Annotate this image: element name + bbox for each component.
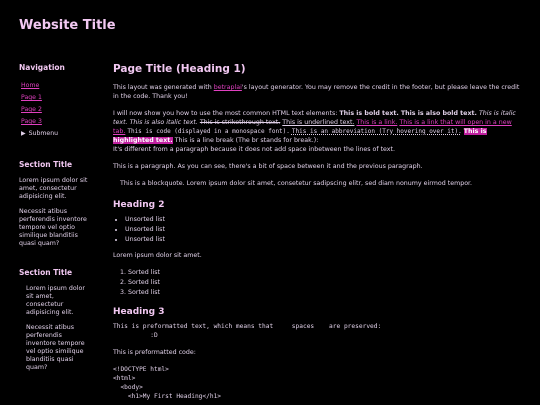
- list-item: • Unsorted list: [125, 235, 521, 245]
- section-text: Necessit atibus perferendis inventore tempore vel optio similique blanditiis quasi quam?: [19, 208, 87, 247]
- section-text: Lorem ipsum dolor sit amet, consectetur adipisicing elit.: [19, 177, 88, 200]
- abbreviation-text[interactable]: This is an abbreviation (Try hovering over it).: [291, 128, 462, 135]
- lorem-paragraph: Lorem ipsum dolor sit amet.: [113, 252, 202, 259]
- nav-item-page-2: [21, 104, 89, 116]
- bold-text: This is bold text.: [339, 110, 399, 117]
- elements-lead: I will now show you how to use the most common HTML text elements:: [113, 110, 340, 117]
- list-item: 2. Sorted list: [128, 278, 521, 288]
- nav-item-home: [21, 80, 89, 92]
- submenu-label: Submenu: [28, 130, 59, 137]
- sidebar: [19, 63, 89, 392]
- section-title: Section Title: [19, 160, 73, 169]
- nav-item-submenu[interactable]: [21, 128, 89, 140]
- preformatted-code-label: This is preformatted code:: [113, 349, 196, 356]
- nav-item-page-1: [21, 92, 89, 104]
- new-tab-link[interactable]: This is a link that will open in a new tab.: [113, 119, 512, 135]
- credit-link[interactable]: betraplai: [213, 84, 242, 91]
- nav-heading: Navigation: [19, 63, 65, 72]
- site-title: Website Title: [19, 18, 116, 33]
- heading-2: Heading 2: [113, 200, 165, 210]
- list-item: • Unsorted list: [125, 225, 521, 235]
- intro-text: 's layout generator. You may remove the credit in the footer, but please leave the credit in the code. Thank you!: [113, 84, 520, 100]
- section-text: Lorem ipsum dolor sit amet, consectetur adipisicing elit.: [26, 285, 85, 316]
- bold-text: This is also bold text.: [400, 110, 477, 117]
- text-link[interactable]: This is a link.: [356, 119, 398, 126]
- triangle-right-icon: ▶: [21, 130, 26, 137]
- intro-text: This layout was generated with: [113, 84, 214, 91]
- intro-paragraph: [113, 83, 521, 101]
- section-title: Section Title: [19, 268, 73, 277]
- nav-link-page-2[interactable]: Page 2: [21, 106, 42, 113]
- sorted-list: [128, 268, 521, 298]
- italic-text: This is italic text.: [113, 110, 516, 126]
- nav-link-page-1[interactable]: Page 1: [21, 94, 42, 101]
- line-break-text: This is a line break (The br stands for break.):: [174, 137, 319, 144]
- elements-paragraph: [113, 109, 521, 154]
- paragraph: This is a paragraph. As you can see, there's a bit of space between it and the previous paragraph.: [113, 163, 423, 170]
- sidebar-section-2: [19, 268, 89, 372]
- nav-list: [19, 80, 89, 140]
- underlined-text: This is underlined text.: [282, 119, 355, 126]
- after-break-text: It's different from a paragraph because it does not add space inbetween the lines of text.: [113, 146, 395, 153]
- code-text: This is code (displayed in a monospace font).: [127, 128, 290, 135]
- code-block: <!DOCTYPE html> <html> <body> <h1>My First Heading</h1>: [113, 366, 222, 400]
- list-item: 3. Sorted list: [128, 288, 521, 298]
- heading-3: Heading 3: [113, 307, 165, 317]
- list-item: • Unsorted list: [125, 215, 521, 225]
- page-title: Page Title (Heading 1): [113, 63, 246, 75]
- list-item: 1. Sorted list: [128, 268, 521, 278]
- section-text: Necessit atibus perferendis inventore tempore vel optio similique blanditiis quasi quam?: [26, 324, 85, 371]
- blockquote: This is a blockquote. Lorem ipsum dolor sit amet, consetetur sadipscing elitr, sed diam nonumy eirmod tempor.: [120, 180, 473, 187]
- sidebar-section-1: [19, 160, 89, 248]
- strikethrough-text: This is strikethrough text.: [199, 119, 281, 126]
- preformatted-text: This is preformatted text, which means that spaces are preserved: :D: [113, 323, 382, 339]
- unsorted-list: [125, 215, 521, 245]
- main-content: [113, 63, 521, 405]
- highlighted-text: This is highlighted text.: [113, 128, 487, 144]
- nav-item-page-3: [21, 116, 89, 128]
- nav-link-page-3[interactable]: Page 3: [21, 118, 42, 125]
- italic-text: This is also italic text.: [129, 119, 198, 126]
- nav-link-home[interactable]: Home: [21, 82, 40, 89]
